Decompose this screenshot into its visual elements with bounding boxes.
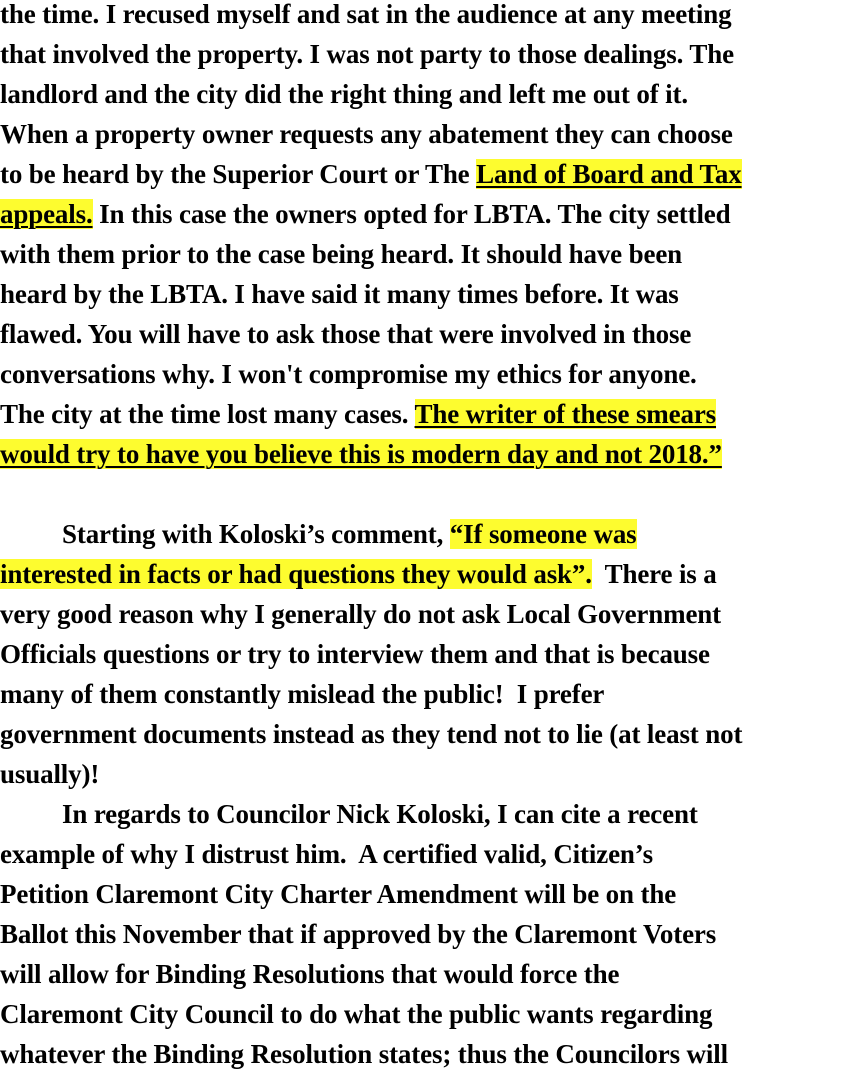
text-line: very good reason why I generally do not ask Local Government bbox=[0, 599, 721, 629]
text-line: Officials questions or try to interview them and that is because bbox=[0, 639, 710, 669]
text-line: government documents instead as they tend not to lie (at least not bbox=[0, 719, 743, 749]
text-line: heard by the LBTA. I have said it many times before. It was bbox=[0, 279, 679, 309]
text-line: to be heard by the Superior Court or The Land of Board and Tax bbox=[0, 159, 742, 189]
highlighted-quote: interested in facts or had questions they would ask”. bbox=[0, 559, 592, 589]
text-line: interested in facts or had questions they would ask”. There is a bbox=[0, 559, 717, 589]
text-line: example of why I distrust him. A certified valid, Citizen’s bbox=[0, 839, 653, 869]
text-line: usually)! bbox=[0, 759, 100, 789]
highlighted-link-text[interactable]: appeals. bbox=[0, 199, 93, 229]
text-line: conversations why. I won't compromise my ethics for anyone. bbox=[0, 359, 697, 389]
text-line: Claremont City Council to do what the public wants regarding bbox=[0, 999, 713, 1029]
text-line: will allow for Binding Resolutions that would force the bbox=[0, 959, 620, 989]
text-line: flawed. You will have to ask those that were involved in those bbox=[0, 319, 692, 349]
highlighted-quote: would try to have you believe this is modern day and not 2018.” bbox=[0, 439, 722, 469]
text-line: appeals. In this case the owners opted for LBTA. The city settled bbox=[0, 199, 731, 229]
text-line: In regards to Councilor Nick Koloski, I can cite a recent bbox=[62, 799, 698, 829]
highlighted-quote: The writer of these smears bbox=[414, 399, 717, 429]
text-line: many of them constantly mislead the public! I prefer bbox=[0, 679, 605, 709]
text-line: When a property owner requests any abatement they can choose bbox=[0, 119, 733, 149]
highlighted-quote: “If someone was bbox=[449, 519, 637, 549]
text-line: Starting with Koloski’s comment, “If someone was bbox=[62, 519, 637, 549]
text-line: that involved the property. I was not party to those dealings. The bbox=[0, 39, 734, 69]
text-line: landlord and the city did the right thing and left me out of it. bbox=[0, 79, 688, 109]
text-line: the time. I recused myself and sat in the audience at any meeting bbox=[0, 0, 732, 29]
text-line: whatever the Binding Resolution states; thus the Councilors will bbox=[0, 1039, 728, 1069]
text-line: with them prior to the case being heard. It should have been bbox=[0, 239, 683, 269]
highlighted-link-text[interactable]: Land of Board and Tax bbox=[476, 159, 742, 189]
text-line: The city at the time lost many cases. The writer of these smears bbox=[0, 399, 717, 429]
text-line: Ballot this November that if approved by the Claremont Voters bbox=[0, 919, 717, 949]
text-line bbox=[0, 436, 722, 472]
text-line: Petition Claremont City Charter Amendment will be on the bbox=[0, 879, 677, 909]
